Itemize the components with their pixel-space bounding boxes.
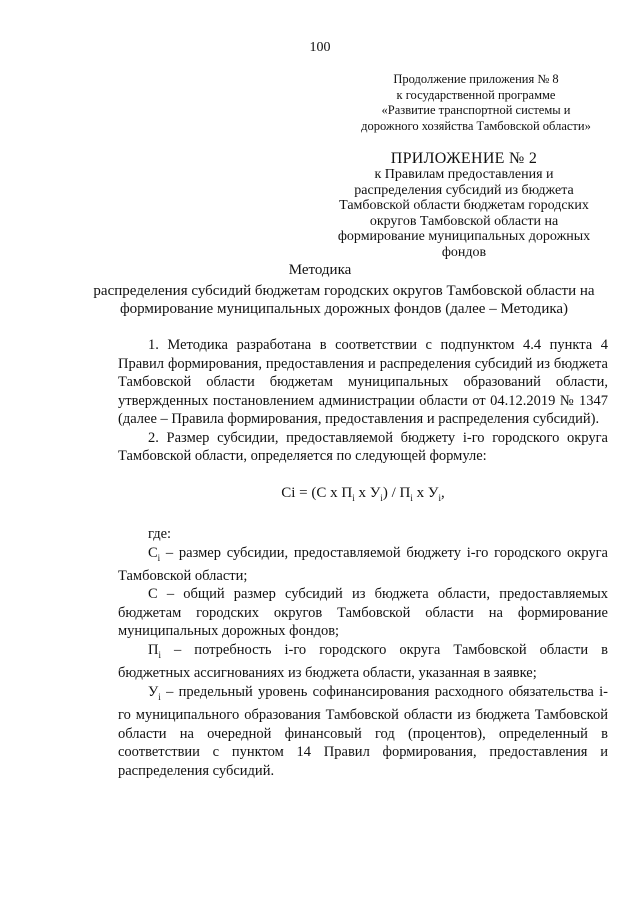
appendix-header	[305, 150, 623, 260]
continuation-line: к государственной программе	[396, 87, 556, 102]
continuation-line: Продолжение приложения № 8	[393, 72, 559, 86]
appendix-line: распределения субсидий из бюджета	[354, 182, 574, 198]
formula-part: ,	[441, 484, 445, 501]
formula-index: i	[438, 492, 442, 503]
formula-part: ) / П	[382, 484, 411, 501]
paragraph-1: 1. Методика разработана в соответствии с подпунктом 4.4 пункта 4 Правил формирования, предоставления и распределения субсидий из бюджета Тамбовской области бюджетам муниципальных образований области, утвержденных постановлением администрации области от 04.12.2019 № 1347 (далее – Правила формирования, предоставления и распределения субсидий).	[118, 337, 608, 427]
term-index: i	[158, 691, 161, 702]
formula-index: i	[380, 492, 383, 503]
subtitle-line: формирование муниципальных дорожных фондов (далее – Методика)	[119, 301, 569, 317]
appendix-line: к Правилам предоставления и	[374, 167, 554, 182]
formula-part: Ci = (C x П	[281, 484, 353, 501]
formula-index: i	[410, 492, 413, 503]
term-text: – потребность i-го городского округа Тамбовской области в бюджетных ассигнованиях из бюджета области, указанная в заявке;	[118, 641, 608, 682]
appendix-title: ПРИЛОЖЕНИЕ № 2	[390, 150, 538, 167]
definition-pi	[118, 641, 608, 683]
body-text	[118, 336, 608, 780]
term-symbol: У	[148, 683, 159, 700]
where-label: где:	[148, 526, 172, 542]
term-index: i	[158, 649, 161, 660]
page-number: 100	[309, 40, 331, 55]
term-text: – размер субсидии, предоставляемой бюджету i-го городского округа Тамбовской области;	[118, 544, 608, 584]
term-symbol: П	[148, 641, 159, 658]
appendix-line: фондов	[441, 244, 487, 260]
continuation-line: дорожного хозяйства Тамбовской области»	[361, 118, 591, 133]
subtitle-line: распределения субсидий бюджетам городских округов Тамбовской области на	[93, 283, 595, 299]
definition-ci	[118, 544, 608, 586]
term-symbol: C	[148, 544, 158, 561]
appendix-line: формирование муниципальных дорожных	[337, 229, 591, 244]
continuation-note	[340, 72, 612, 134]
methodology-subtitle	[80, 282, 608, 318]
formula-part: x У	[354, 484, 381, 501]
paragraph-2: 2. Размер субсидии, предоставляемой бюджету i-го городского округа Тамбовской области, определяется по следующей формуле:	[118, 429, 608, 464]
term-index: i	[157, 552, 161, 563]
appendix-line: округов Тамбовской области на	[369, 213, 559, 229]
definition-ui	[118, 683, 608, 780]
continuation-line: «Развитие транспортной системы и	[381, 103, 571, 117]
formula-index: i	[352, 492, 355, 503]
subsidy-formula	[118, 484, 608, 508]
methodology-title: Методика	[288, 262, 352, 278]
definition-c: С – общий размер субсидий из бюджета области, предоставляемых бюджетам городских округов Тамбовской области на формирование муниципальных дорожных фондов;	[118, 586, 608, 640]
formula-part: x У	[412, 484, 439, 501]
appendix-line: Тамбовской области бюджетам городских	[339, 198, 589, 213]
term-text: – предельный уровень софинансирования расходного обязательства i-го муниципального образования Тамбовской области из бюджета Тамбовской области на очередной финансовый год (процентов), определенный в соответствии с пунктом 14 Правил формирования, предоставления и распределения субсидий.	[118, 683, 608, 779]
